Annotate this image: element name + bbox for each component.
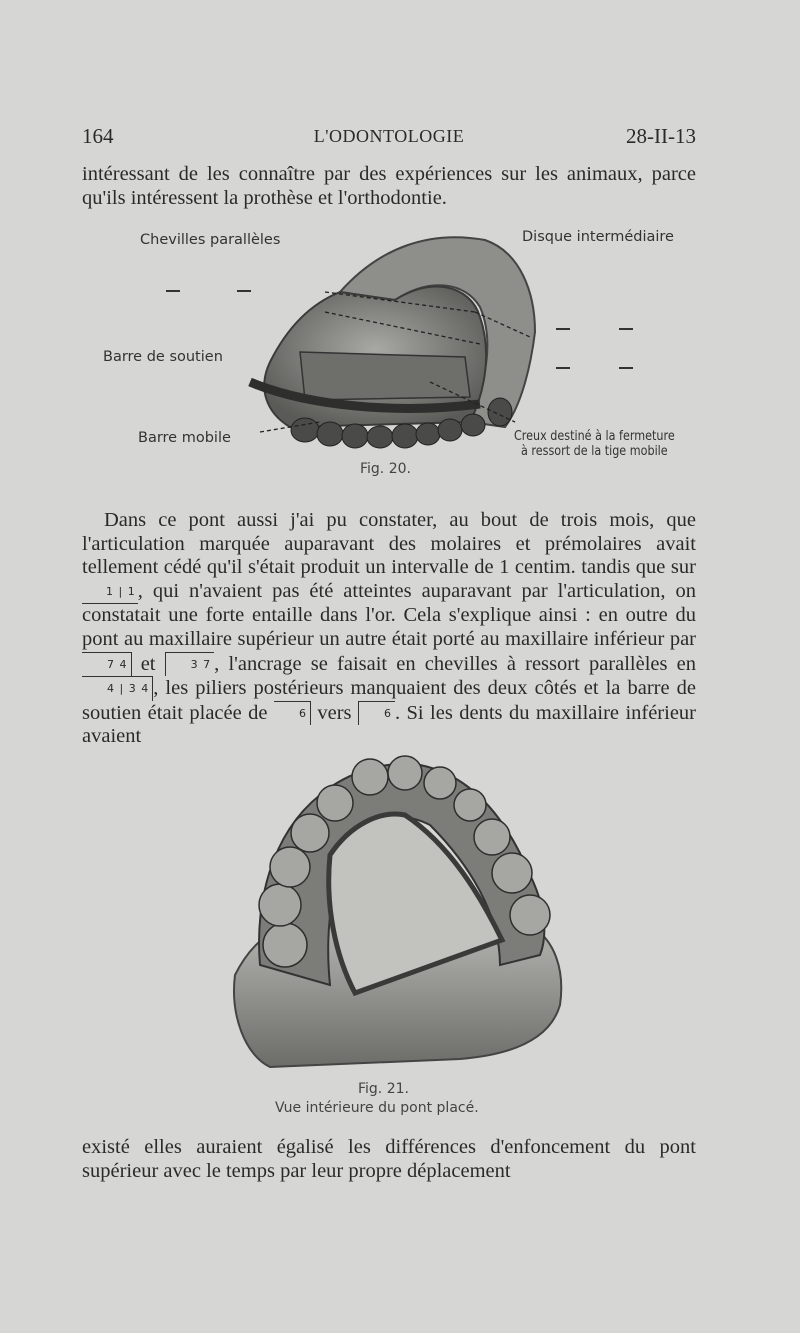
text-run: Dans ce pont aussi j'ai pu constater, au bout de trois mois, que l'articulation marquée auparavant des molaires et prémolaires avait tellement cédé qu'il s'était produit un intervalle de 1 centim. tandis que sur [82,509,696,579]
text-run: , qui n'avaient pas été atteintes auparavant par l'articulation, on constatait une forte entaille dans l'or. Cela s'explique ainsi : en outre du pont au maxillaire supérieur un autre était porté au maxillaire inférieur par [82,579,696,650]
text-run: vers [317,701,352,724]
dental-formula: 6 [274,701,311,726]
dash-mark [556,367,570,369]
paragraph-intro [82,163,696,210]
dental-formula: 7 4 [82,652,132,677]
dash-mark [166,290,180,292]
label-chevilles-paralleles: Chevilles parallèles [140,232,281,248]
paragraph-intro-text: intéressant de les connaître par des expériences sur les animaux, parce qu'ils intéressent la prothèse et l'orthodontie. [82,163,696,209]
paragraph-continued [82,1136,696,1183]
journal-title: L'ODONTOLOGIE [313,126,465,146]
label-creux-destine [514,429,675,459]
label-barre-mobile: Barre mobile [138,430,231,446]
label-creux-line-1: Creux destiné à la fermeture [514,429,675,444]
dental-formula: 3 7 [165,652,215,677]
page-number: 164 [82,124,114,148]
dash-mark [556,328,570,330]
label-creux-line-2: à ressort de la tige mobile [521,444,668,459]
issue-date: 28-II-13 [626,124,696,148]
figure-21-number: Fig. 21. [358,1081,409,1097]
text-run: et [140,652,156,675]
dash-mark [619,367,633,369]
text-run: , les piliers postérieurs manquaient des deux côtés et la barre de soutien était placée de [82,677,696,724]
dental-formula: 4 | 3 4 [82,676,153,701]
dash-mark [237,290,251,292]
text-run: , l'ancrage se faisait en chevilles à ressort parallèles en [214,652,697,675]
figure-20-caption: Fig. 20. [360,461,411,477]
dental-formula: 1 | 1 [82,580,138,605]
running-header [82,124,696,154]
figure-21-caption: Vue intérieure du pont placé. [275,1100,479,1116]
paragraph-main [82,509,696,749]
label-disque-intermediaire: Disque intermédiaire [522,229,674,245]
dash-mark [619,328,633,330]
figure-21-bridge-photo [230,755,570,1073]
paragraph-continued-text: existé elles auraient égalisé les différences d'enfoncement du pont supérieur avec le temps par leur propre déplacement [82,1136,696,1182]
dental-formula: 6 [358,701,395,726]
figure-20-bridge-photo [230,222,550,454]
text-run: . Si les dents du maxillaire inférieur avaient [82,701,697,748]
label-barre-de-soutien: Barre de soutien [103,349,223,365]
